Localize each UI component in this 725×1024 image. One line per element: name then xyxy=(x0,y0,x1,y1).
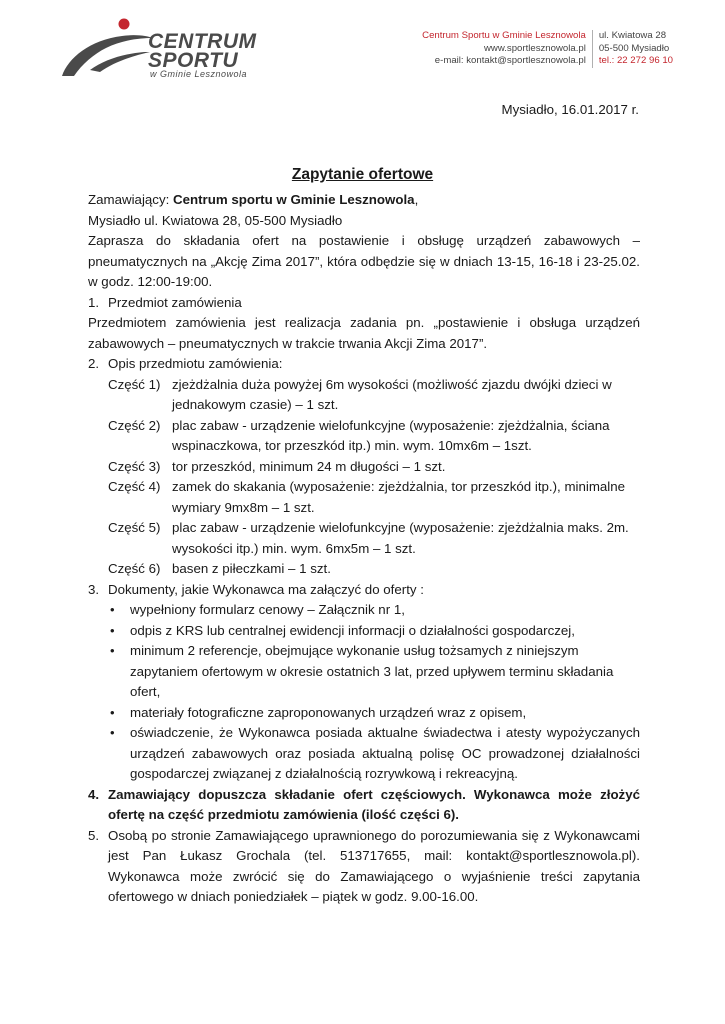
section-4 xyxy=(88,785,640,826)
orderer-address: Mysiadło ul. Kwiatowa 28, 05-500 Mysiadło xyxy=(88,212,343,228)
section-2 xyxy=(88,354,640,375)
contact-phone: tel.: 22 272 96 10 xyxy=(598,55,673,67)
bullet-text: materiały fotograficzne zaproponowanych urządzeń wraz z opisem, xyxy=(130,704,527,720)
orderer-name: Centrum sportu w Gminie Lesznowola xyxy=(172,192,415,207)
logo-text-sportu: SPORTU xyxy=(148,49,239,72)
orderer-line xyxy=(88,190,640,211)
bullet-item xyxy=(88,641,640,703)
section-5-text: Osobą po stronie Zamawiającego uprawnionego do porozumiewania się z Wykonawcami jest Pan Łukasz Grochala (tel. 513717655, mail: kontakt@sportlesznowola.pl). Wykonawca może zwrócić się do Zamawiającego o wyjaśnienie treści zapytania ofertowego w dniach poniedziałek – piątek w godz. 9.00-16.00. xyxy=(108,827,640,904)
part-label: Część 5) xyxy=(108,520,161,535)
orderer-label: Zamawiający: xyxy=(88,192,173,207)
bullet-dot-icon: • xyxy=(110,602,115,617)
section-1 xyxy=(88,293,640,314)
orderer-suffix: , xyxy=(414,192,419,207)
part-item xyxy=(88,559,640,580)
bullet-dot-icon: • xyxy=(110,643,115,658)
section-5-number: 5. xyxy=(88,827,100,843)
part-label: Część 1) xyxy=(108,376,161,392)
bullet-dot-icon: • xyxy=(110,704,115,720)
section-3-heading: Dokumenty, jakie Wykonawca ma załączyć do oferty : xyxy=(108,581,424,597)
part-text: zjeżdżalnia duża powyżej 6m wysokości (możliwość zjazdu dwójki dzieci w jednakowym czasie) – 1 szt. xyxy=(172,376,612,412)
section-4-text: Zamawiający dopuszcza składanie ofert częściowych. Wykonawca może złożyć ofertę na część przedmiotu zamówienia (ilość części 6). xyxy=(108,786,640,822)
part-item xyxy=(88,375,640,416)
part-text: plac zabaw - urządzenie wielofunkcyjne (wyposażenie: zjeżdżalnia maks. 2m. wysokości itp.) min. wym. 6mx5m – 1 szt. xyxy=(172,520,629,556)
document-body xyxy=(88,190,640,908)
section-1-number: 1. xyxy=(88,294,100,310)
bullet-item xyxy=(88,703,640,724)
section-1-heading: Przedmiot zamówienia xyxy=(108,294,242,310)
contact-organization: Centrum Sportu w Gminie Lesznowola xyxy=(422,30,586,41)
part-label: Część 4) xyxy=(108,479,161,494)
contact-website: www.sportlesznowola.pl xyxy=(483,42,586,54)
part-label: Część 2) xyxy=(108,417,161,433)
section-3-number: 3. xyxy=(88,581,100,597)
document-date: Mysiadło, 16.01.2017 r. xyxy=(501,102,639,117)
part-text: plac zabaw - urządzenie wielofunkcyjne (wyposażenie: zjeżdżalnia, ściana wspinaczkowa, tor przeszkód itp.) min. wym. 10mx6m – 1szt. xyxy=(172,417,610,453)
logo-text-centrum: CENTRUM xyxy=(148,30,257,53)
bullet-dot-icon: • xyxy=(110,622,115,638)
section-3 xyxy=(88,580,640,601)
bullet-text: odpis z KRS lub centralnej ewidencji informacji o działalności gospodarczej, xyxy=(130,622,575,638)
bullet-text: oświadczenie, że Wykonawca posiada aktualne świadectwa i atesty wypożyczanych urządzeń zabawowych oraz posiada aktualną polisę OC prowadzonej działalności gospodarczej związanej z działalnością rozrywkową i rekreacyjną. xyxy=(130,725,640,781)
document-title: Zapytanie ofertowe xyxy=(291,166,434,183)
contact-street: ul. Kwiatowa 28 xyxy=(598,30,667,41)
part-text: zamek do skakania (wyposażenie: zjeżdżalnia, tor przeszkód itp.), minimalne wymiary 9mx8m – 1 szt. xyxy=(172,479,626,515)
part-item xyxy=(88,416,640,457)
part-item xyxy=(88,477,640,518)
section-4-number: 4. xyxy=(88,786,100,802)
bullet-text: minimum 2 referencje, obejmujące wykonanie usług tożsamych z niniejszym zapytaniem ofertowym w okresie ostatnich 3 lat, przed upływem terminu składania ofert, xyxy=(130,643,614,699)
contact-right-column xyxy=(592,30,673,68)
bullet-text: wypełniony formularz cenowy – Załącznik nr 1, xyxy=(130,602,405,617)
section-5 xyxy=(88,826,640,908)
bullet-item xyxy=(88,723,640,785)
bullet-item xyxy=(88,600,640,621)
bullet-item xyxy=(88,621,640,642)
section-2-heading: Opis przedmiotu zamówienia: xyxy=(108,356,283,371)
part-label: Część 3) xyxy=(108,458,161,474)
part-item xyxy=(88,518,640,559)
section-1-text: Przedmiotem zamówienia jest realizacja zadania pn. „postawienie i obsługa urządzeń zabawowych – pneumatycznych w trakcie trwania Akcji Zima 2017”. xyxy=(88,315,640,351)
contact-left-column xyxy=(422,30,592,68)
contact-city: 05-500 Mysiadło xyxy=(598,42,670,54)
header-contact xyxy=(422,30,673,68)
part-label: Część 6) xyxy=(108,561,161,576)
part-text: basen z piłeczkami – 1 szt. xyxy=(172,561,331,576)
part-text: tor przeszkód, minimum 24 m długości – 1 szt. xyxy=(172,458,446,474)
section-2-number: 2. xyxy=(88,356,100,371)
invitation-text: Zaprasza do składania ofert na postawienie i obsługę urządzeń zabawowych – pneumatycznych na „Akcję Zima 2017”, która odbędzie się w dniach 13-15, 16-18 i 23-25.02. w godz. 12:00-19:00. xyxy=(88,233,640,289)
logo-text-gmina: w Gminie Lesznowola xyxy=(150,69,248,79)
bullet-dot-icon: • xyxy=(110,725,115,740)
contact-email: e-mail: kontakt@sportlesznowola.pl xyxy=(434,55,586,67)
logo xyxy=(60,18,300,80)
part-item xyxy=(88,457,640,478)
